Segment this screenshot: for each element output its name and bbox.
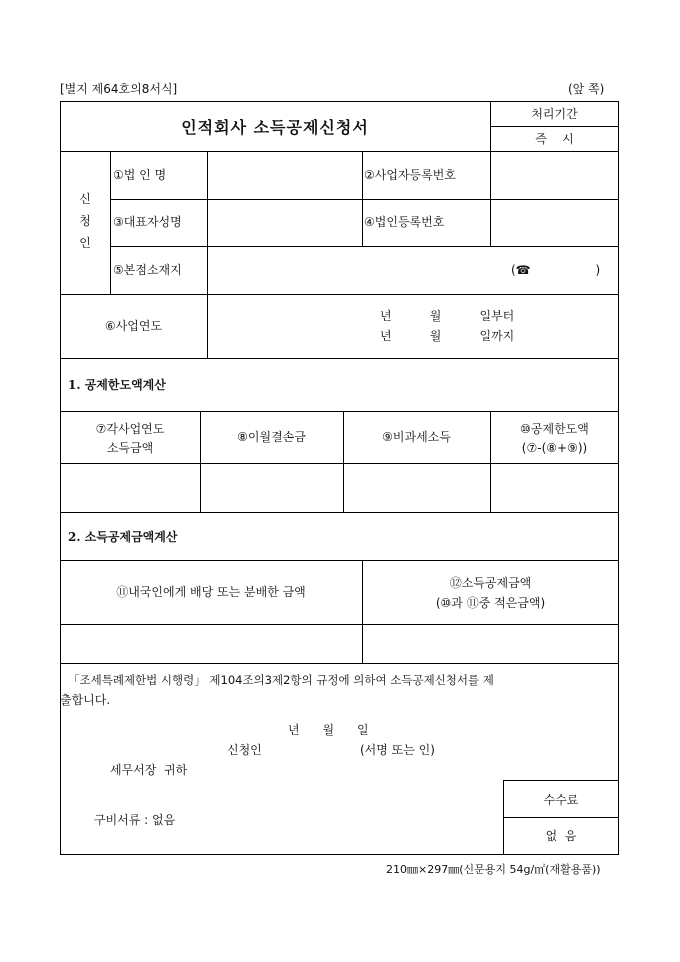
divider: [60, 512, 619, 513]
divider: [60, 151, 619, 152]
signature-label: (서명 또는 인): [360, 743, 435, 757]
fee-value: 없 음: [545, 829, 577, 843]
divider: [490, 126, 619, 127]
declaration-line1: 「조세특례제한법 시행령」 제104조의3제2항의 규정에 의하여 소득공제신청서를 제: [68, 673, 494, 687]
declaration-date: 년 월 일: [288, 723, 369, 737]
col-nontaxable-income: ⑨비과세소득: [382, 430, 451, 444]
hq-label: ⑤본점소재지: [113, 263, 182, 277]
divider: [110, 151, 111, 294]
section1-title: 1. 공제한도액계산: [68, 378, 166, 392]
rep-name-label: ③대표자성명: [113, 215, 182, 229]
col-deduction-amount: ⑫소득공제금액 (⑩과 ⑪중 적은금액): [435, 576, 546, 610]
divider: [60, 463, 619, 464]
divider: [60, 560, 619, 561]
divider: [343, 411, 344, 512]
divider: [207, 151, 208, 358]
divider: [110, 199, 619, 200]
divider: [503, 780, 504, 855]
divider: [490, 151, 491, 246]
form-number: [별지 제64호의8서식]: [60, 82, 178, 96]
divider: [60, 294, 619, 295]
divider: [60, 624, 619, 625]
applicant-label-2: 청: [79, 214, 91, 228]
applicant-label-1: 신: [79, 192, 91, 206]
fiscal-year-from: 년 월 일부터: [380, 309, 515, 323]
section2-title: 2. 소득공제금액계산: [68, 530, 178, 544]
fee-label: 수수료: [543, 793, 579, 807]
divider: [60, 411, 619, 412]
fiscal-year-label: ⑥사업연도: [104, 319, 163, 333]
col-carryover-loss: ⑧이월결손금: [237, 430, 306, 444]
biz-reg-label: ②사업자등록번호: [364, 168, 456, 182]
required-documents: 구비서류 : 없음: [94, 813, 176, 827]
divider: [60, 663, 619, 664]
addressee: 세무서장 귀하: [110, 763, 188, 777]
divider: [110, 246, 619, 247]
declaration-line2: 출합니다.: [60, 693, 111, 707]
divider: [362, 151, 363, 246]
divider: [200, 411, 201, 512]
paper-spec: 210㎜×297㎜(신문용지 54g/㎡(재활용품)): [386, 863, 601, 876]
col-business-income: ⑦각사업연도 소득금액: [95, 422, 165, 455]
corp-reg-label: ④법인등록번호: [364, 215, 445, 229]
form-title: 인적회사 소득공제신청서: [181, 118, 369, 137]
phone-field[interactable]: (☎ ): [511, 263, 601, 277]
col-dividend-amount: ⑪내국인에게 배당 또는 분배한 금액: [116, 585, 306, 599]
applicant-label-3: 인: [79, 236, 91, 250]
fiscal-year-to: 년 월 일까지: [380, 329, 515, 343]
divider: [503, 817, 619, 818]
page-side: (앞 쪽): [568, 82, 605, 96]
processing-period-value: 즉 시: [535, 132, 574, 146]
corp-name-label: ①법 인 명: [113, 168, 167, 182]
col-deduction-limit: ⑩공제한도액 (⑦-(⑧+⑨)): [520, 422, 589, 455]
processing-period-label: 처리기간: [531, 107, 578, 121]
divider: [503, 780, 619, 781]
divider: [60, 358, 619, 359]
declaration-applicant: 신청인: [227, 743, 262, 757]
